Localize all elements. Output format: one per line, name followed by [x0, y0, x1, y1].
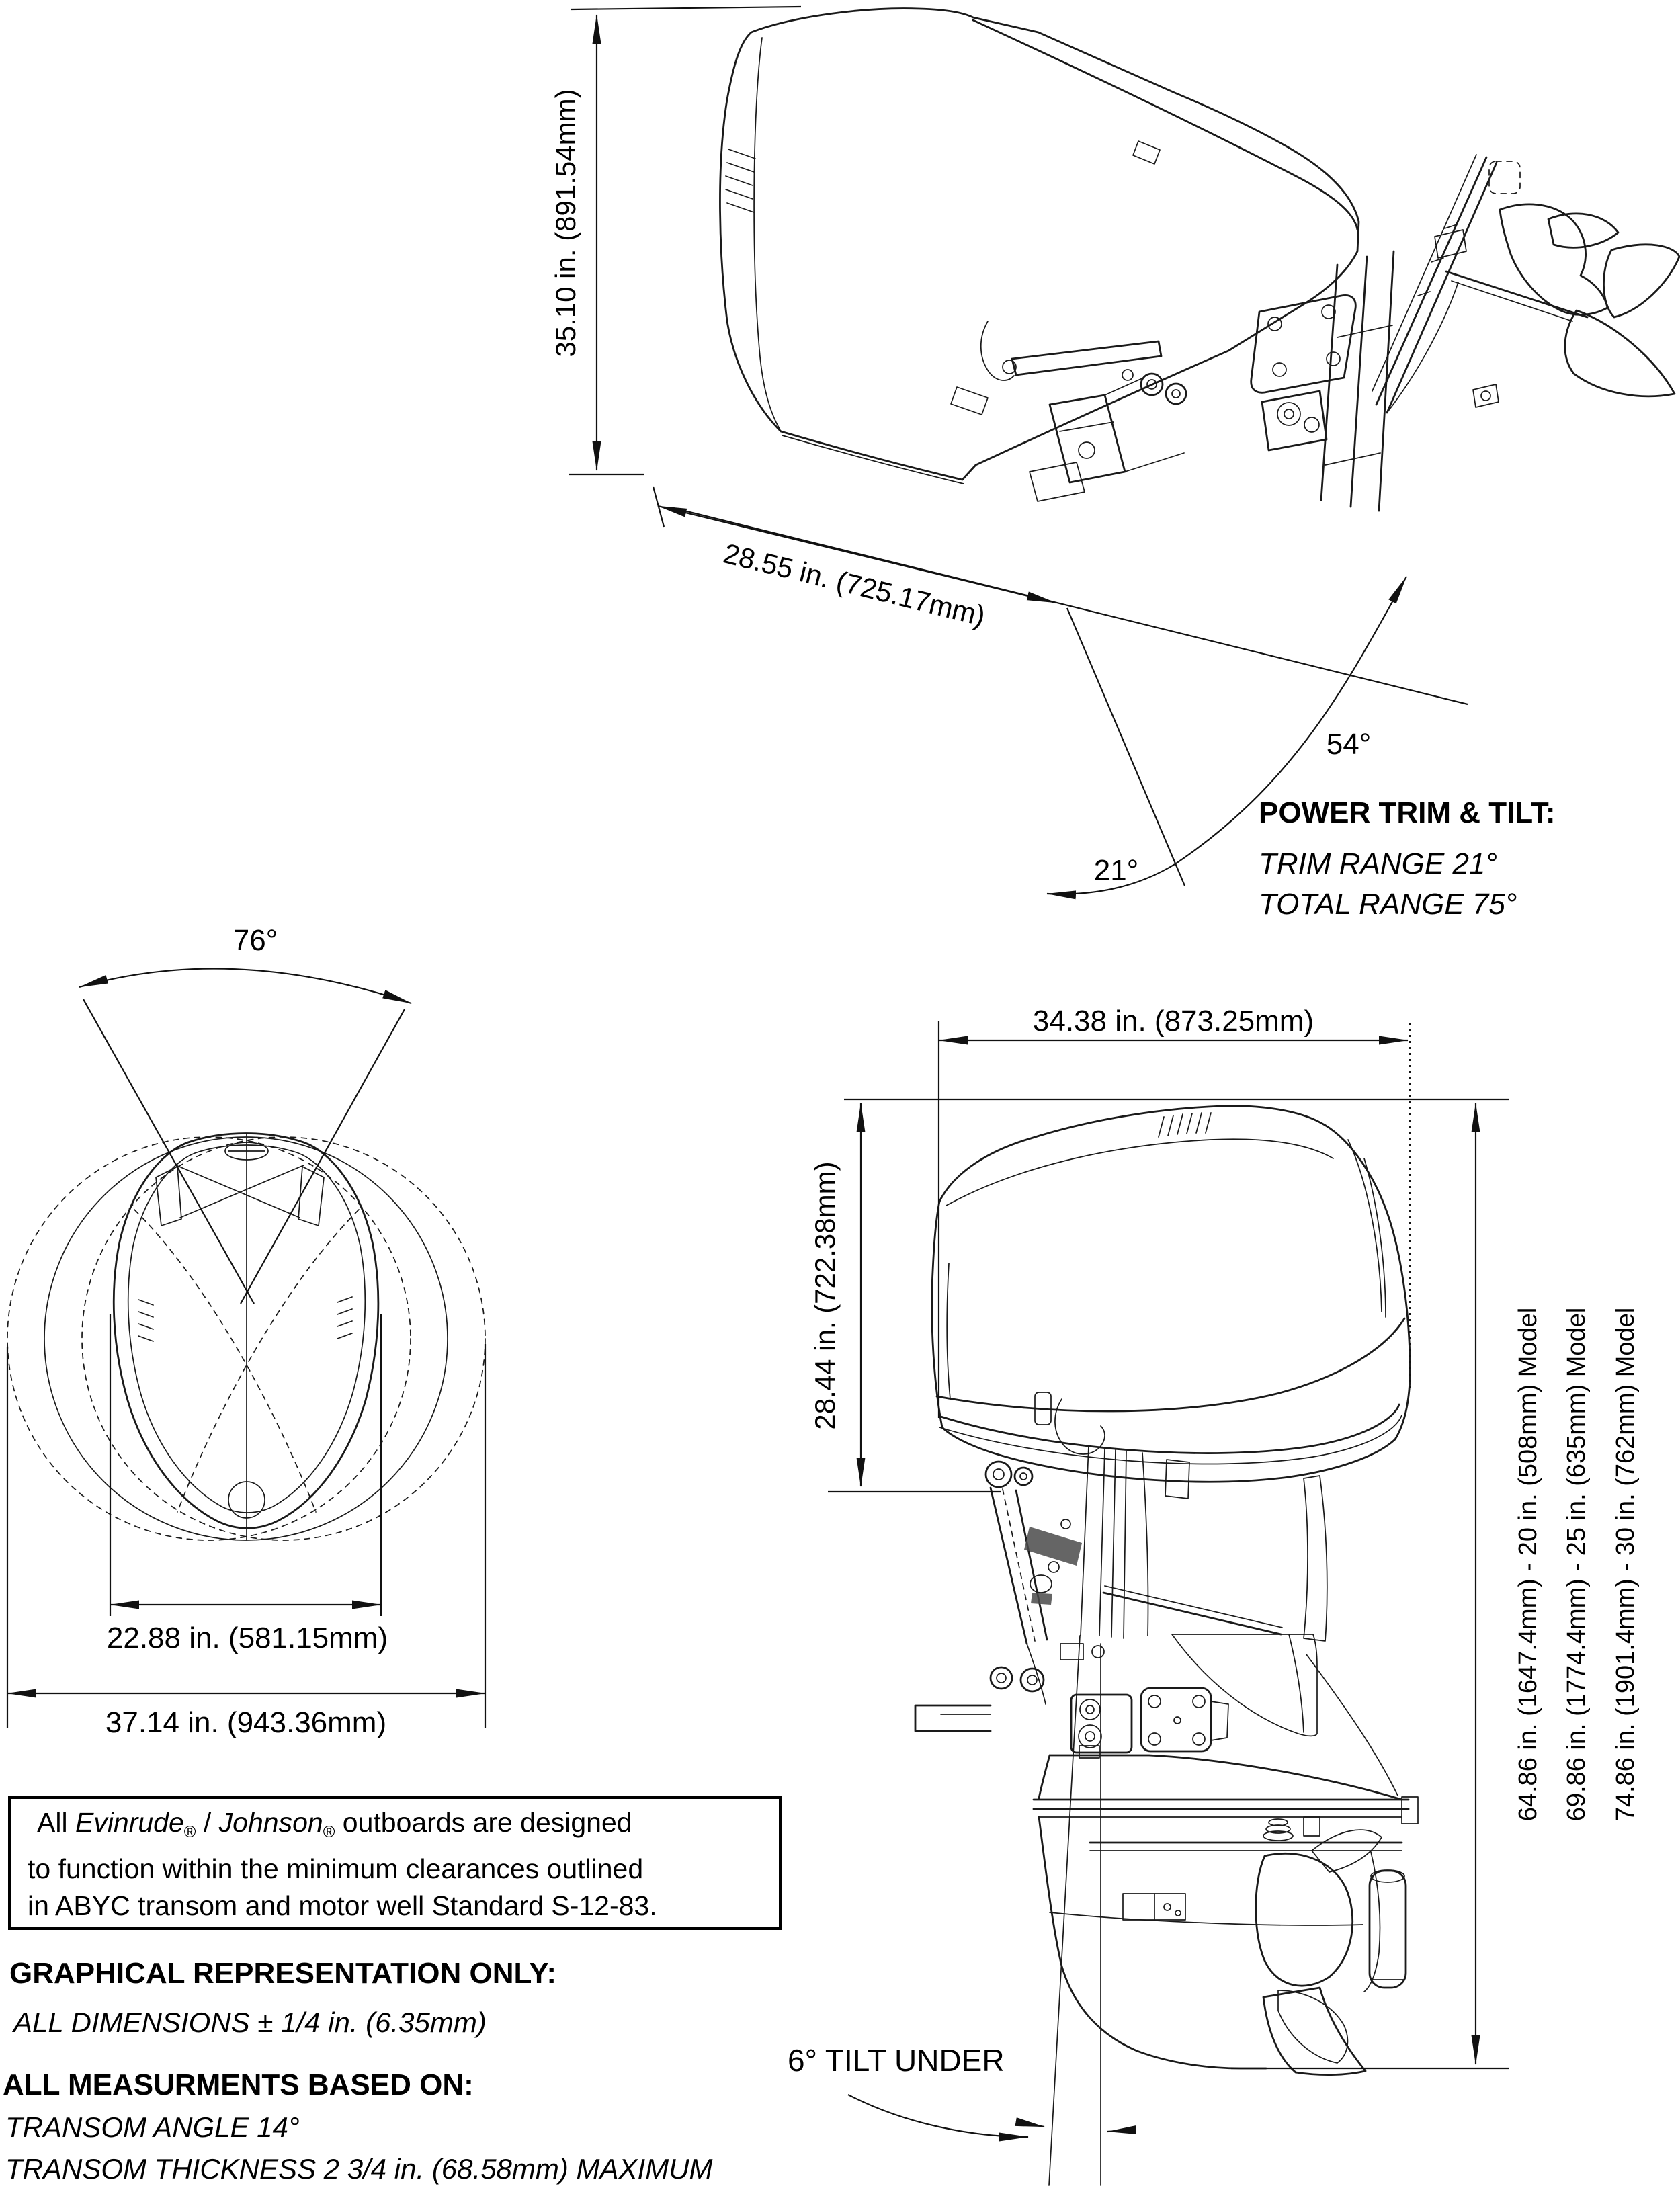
- trim-range-label: TRIM RANGE 21°: [1259, 847, 1497, 880]
- mount-plate: [1141, 1688, 1211, 1751]
- warning-label-patch: [1024, 1527, 1082, 1566]
- prop-blade-front: [1256, 1853, 1353, 1986]
- swing-envelope-solid: [44, 1137, 448, 1540]
- model-height-30in: 74.86 in. (1901.4mm) - 30 in. (762mm) Model: [1611, 1307, 1640, 1822]
- steering-angle-label: 76°: [233, 924, 278, 957]
- tilted-gearcase: [1500, 204, 1607, 314]
- clearance-note-line3: in ABYC transom and motor well Standard S-12-83.: [28, 1890, 657, 1921]
- total-range-label: TOTAL RANGE 75°: [1259, 888, 1517, 921]
- footer-heading-graphical: GRAPHICAL REPRESENTATION ONLY:: [9, 1957, 557, 1990]
- dim-height-tilted: 35.10 in. (891.54mm): [550, 89, 581, 357]
- tilted-prop-blade: [1603, 245, 1679, 317]
- dim-length-tilted: 28.55 in. (725.17mm): [720, 537, 989, 632]
- tilted-motor-drawing: [720, 9, 1679, 511]
- swing-envelope-left: [7, 1137, 411, 1540]
- model-height-20in: 64.86 in. (1647.4mm) - 20 in. (508mm) Model: [1514, 1307, 1542, 1822]
- swing-envelope-right: [82, 1137, 485, 1540]
- footer-note-dimensions: ALL DIMENSIONS ± 1/4 in. (6.35mm): [13, 2007, 487, 2038]
- trim-angle-label: 21°: [1093, 854, 1139, 887]
- side-gearcase: [1039, 1817, 1266, 2068]
- tilt-angle-label: 54°: [1326, 728, 1372, 761]
- tilt-under-label: 6° TILT UNDER: [788, 2043, 1005, 2078]
- footer-note-transom-angle: TRANSOM ANGLE 14°: [5, 2111, 300, 2143]
- side-view-dimensions: [788, 1005, 1640, 2137]
- dim-swing-width: 37.14 in. (943.36mm): [105, 1706, 387, 1739]
- dim-cowl-width: 22.88 in. (581.15mm): [106, 1621, 388, 1654]
- power-trim-title: POWER TRIM & TILT:: [1259, 796, 1556, 829]
- dim-overall-length: 34.38 in. (873.25mm): [1032, 1005, 1314, 1038]
- clearance-note-box: [8, 1796, 782, 1930]
- topview-vents: [138, 1297, 352, 1341]
- tilted-view-dimensions: [550, 7, 1556, 921]
- clearance-note-line2: to function within the minimum clearances outlined: [28, 1853, 644, 1884]
- model-height-25in: 69.86 in. (1774.4mm) - 25 in. (635mm) Model: [1562, 1307, 1591, 1822]
- tilted-cowl-vents: [726, 149, 755, 212]
- footer-note-transom-thickness: TRANSOM THICKNESS 2 3/4 in. (68.58mm) MAXIMUM: [5, 2153, 713, 2185]
- footer-heading-measurements: ALL MEASURMENTS BASED ON:: [3, 2068, 474, 2101]
- side-cowl-grille: [1159, 1113, 1211, 1137]
- side-view-drawing: [915, 1106, 1418, 2185]
- top-view-drawing: [7, 1134, 485, 1541]
- side-cowl-outline: [932, 1106, 1411, 1482]
- dim-cowl-height: 28.44 in. (722.38mm): [809, 1161, 841, 1430]
- clearance-note-line1: All Evinrude$_®$ / Johnson$_®$ outboards are designed: [37, 1807, 632, 1841]
- prop-hub: [1370, 1871, 1406, 1988]
